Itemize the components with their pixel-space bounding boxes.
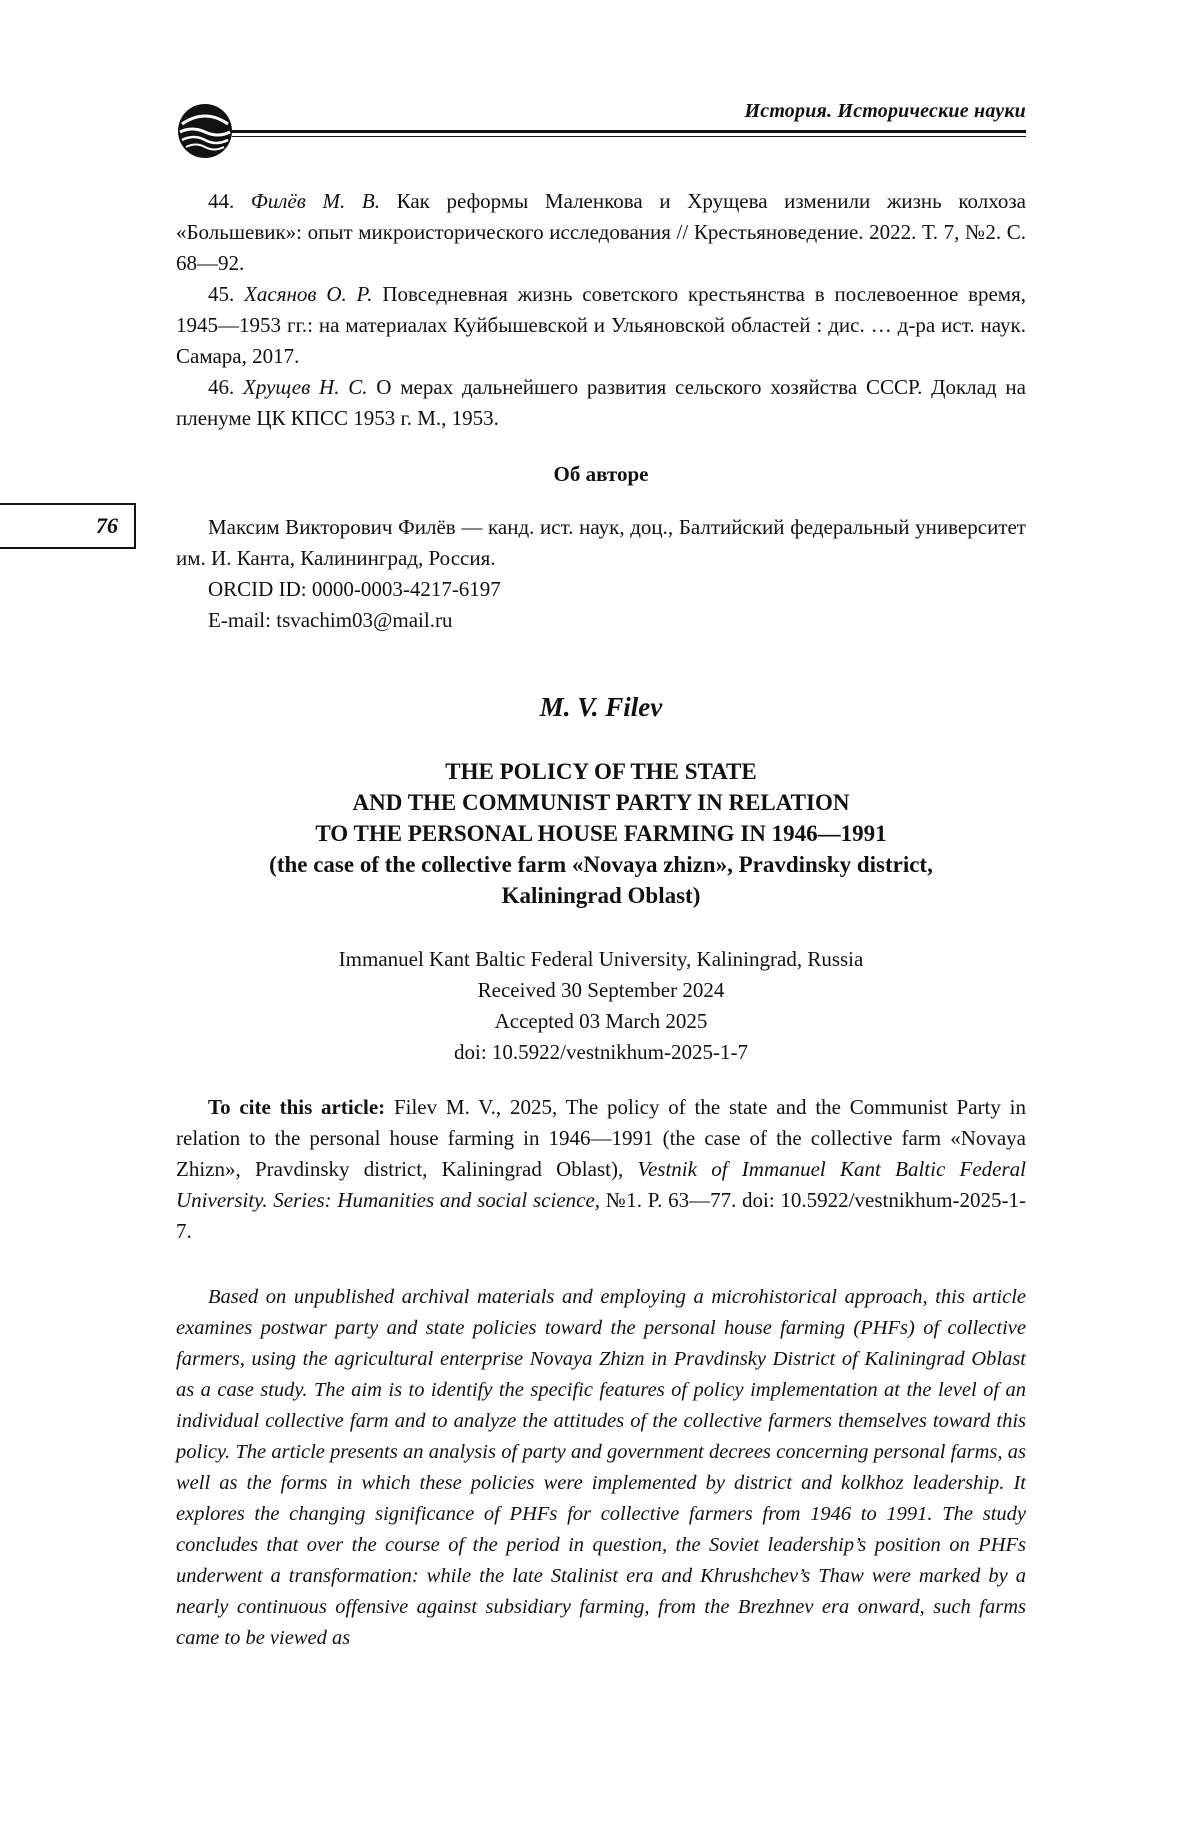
citation-journal: Vestnik of Immanuel Kant Baltic Federal University. Series: Humanities and social science, bbox=[176, 1157, 1027, 1212]
header-rule-thick bbox=[232, 130, 1026, 133]
accepted-date: Accepted 03 March 2025 bbox=[494, 1009, 708, 1033]
article-metadata bbox=[176, 944, 1026, 1068]
page-number: 76 bbox=[0, 503, 136, 549]
reference-text: О мерах дальнейшего развития сельского хозяйства СССР. Доклад на пленуме ЦК КПСС 1953 г. М., 1953. bbox=[176, 375, 1026, 430]
citation-text: Filev M. V., 2025, The policy of the state and the Communist Party in relation to the personal house farming in 1946—1991 (the case of the collective farm «Novaya Zhizn», Pravdinsky district, Kaliningrad Oblast), bbox=[176, 1095, 1026, 1181]
received-date: Received 30 September 2024 bbox=[477, 978, 725, 1002]
reference-author: Филёв М. В. bbox=[250, 189, 380, 213]
reference-item: 44. Филёв М. В. Как реформы Маленкова и Хрущева изменили жизнь колхоза «Большевик»: опыт микроисторического исследования // Крестьяноведение. 2022. Т. 7, №2. С. 68—92. bbox=[176, 189, 1027, 275]
affiliation: Immanuel Kant Baltic Federal University, Kaliningrad, Russia bbox=[338, 947, 864, 971]
citation-block bbox=[176, 1092, 1026, 1247]
title-line: Kaliningrad Oblast) bbox=[501, 883, 701, 908]
journal-logo-icon bbox=[176, 102, 234, 160]
about-author-heading: Об авторе bbox=[553, 462, 649, 486]
english-title bbox=[176, 756, 1026, 911]
reference-item: 46. Хрущев Н. С. О мерах дальнейшего развития сельского хозяйства СССР. Доклад на пленуме ЦК КПСС 1953 г. М., 1953. bbox=[176, 375, 1026, 430]
about-author-block bbox=[176, 512, 1026, 636]
author-orcid: ORCID ID: 0000-0003-4217-6197 bbox=[208, 577, 501, 601]
reference-author: Хрущев Н. С. bbox=[243, 375, 368, 399]
author-email: E-mail: tsvachim03@mail.ru bbox=[208, 608, 453, 632]
reference-item: 45. Хасянов О. Р. Повседневная жизнь советского крестьянства в послевоенное время, 1945—1953 гг.: на материалах Куйбышевской и Ульяновской областей : дис. … д-ра ист. наук. Самара, 2017. bbox=[176, 282, 1027, 368]
citation-label: To cite this article: bbox=[208, 1095, 386, 1119]
title-line: TO THE PERSONAL HOUSE FARMING IN 1946—1991 bbox=[315, 821, 887, 846]
author-bio: Максим Викторович Филёв — канд. ист. наук, доц., Балтийский федеральный университет им. И. Канта, Калининград, Россия. bbox=[176, 515, 1026, 570]
doi: doi: 10.5922/vestnikhum-2025-1-7 bbox=[454, 1040, 748, 1064]
reference-text: Повседневная жизнь советского крестьянства в послевоенное время, 1945—1953 гг.: на материалах Куйбышевской и Ульяновской областей : дис. … д-ра ист. наук. Самара, 2017. bbox=[176, 282, 1027, 368]
title-line: (the case of the collective farm «Novaya zhizn», Pravdinsky district, bbox=[269, 852, 933, 877]
reference-text: Как реформы Маленкова и Хрущева изменили жизнь колхоза «Большевик»: опыт микроисторического исследования // Крестьяноведение. 2022. Т. 7, №2. С. 68—92. bbox=[176, 189, 1027, 275]
header-rule-thin bbox=[232, 136, 1026, 137]
reference-author: Хасянов О. Р. bbox=[244, 282, 373, 306]
citation-paragraph bbox=[176, 1092, 1026, 1247]
reference-list bbox=[176, 186, 1026, 434]
title-line: THE POLICY OF THE STATE bbox=[445, 759, 757, 784]
title-line: AND THE COMMUNIST PARTY IN RELATION bbox=[352, 790, 850, 815]
abstract-text: Based on unpublished archival materials and employing a microhistorical approach, this article examines postwar party and state policies toward the personal house farming (PHFs) of collective farmers, using the agricultural enterprise Novaya Zhizn in Pravdinsky District of Kaliningrad Oblast as a case study. The aim is to identify the specific features of policy implementation at the level of an individual collective farm and to analyze the attitudes of the collective farmers themselves toward this policy. The article presents an analysis of party and government decrees concerning personal farms, as well as the forms in which these policies were implemented by district and kolkhoz leadership. It explores the changing significance of PHFs for collective farmers from 1946 to 1991. The study concludes that over the course of the period in question, the Soviet leadership’s position on PHFs underwent a transformation: while the late Stalinist era and Khrushchev’s Thaw were marked by a nearly continuous offensive against subsidiary farming, from the Brezhnev era onward, such farms came to be viewed as bbox=[176, 1286, 1026, 1649]
english-author: M. V. Filev bbox=[539, 692, 663, 722]
abstract bbox=[176, 1282, 1026, 1654]
running-title: История. Исторические науки bbox=[744, 100, 1026, 122]
page-header bbox=[176, 96, 1026, 166]
citation-issue: №1. P. 63—77. doi: 10.5922/vestnikhum-2025-1-7. bbox=[176, 1188, 1026, 1243]
